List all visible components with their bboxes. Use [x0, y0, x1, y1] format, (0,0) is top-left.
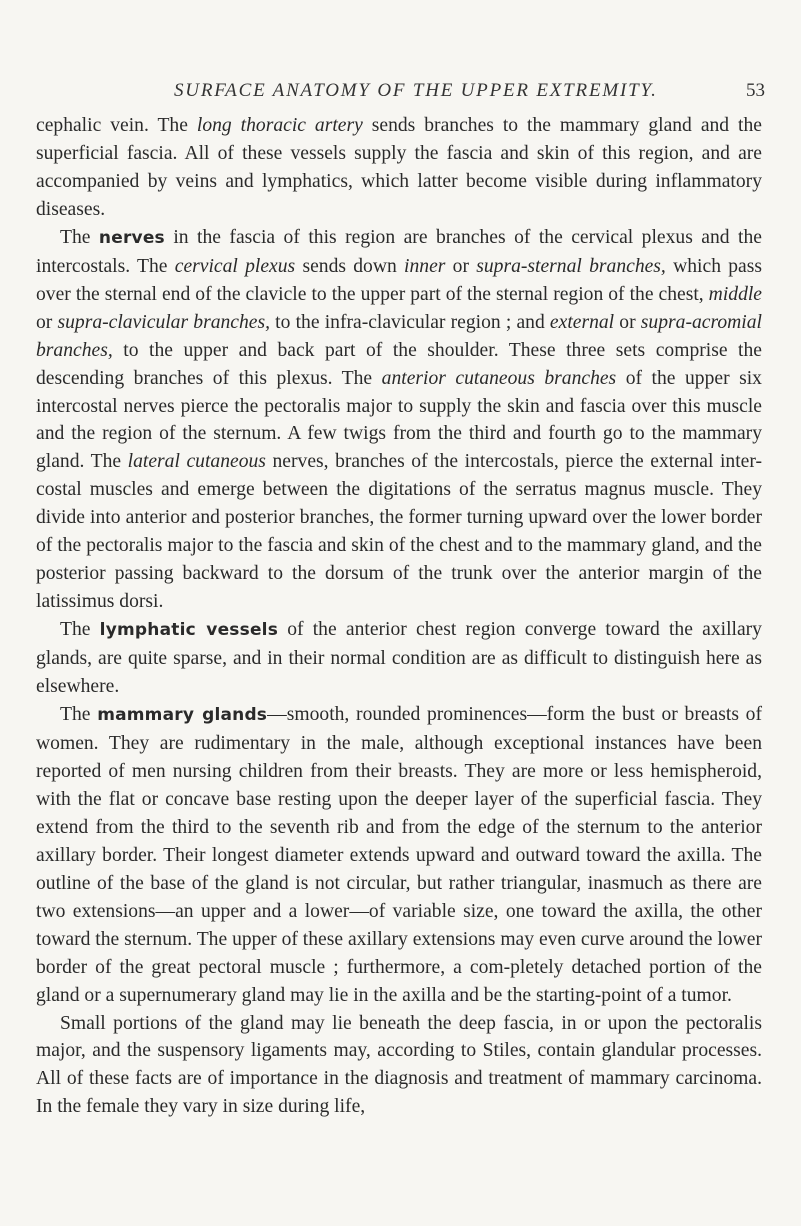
- paragraph-small-portions: Small portions of the gland may lie beneath the deep fascia, in or upon the pectoralis major, and the suspensory ligaments may, according to Stiles, contain glandular processes. All of these facts are of importance in the diagnosis and treatment of mammary carcinoma. In the female they vary in size during life,: [36, 1012, 762, 1118]
- term-long-thoracic-artery: long thoracic artery: [196, 115, 363, 136]
- heading-mammary-glands: mammary glands: [97, 705, 268, 726]
- paragraph-nerves: The nerves in the fascia of this region are branches of the cervical plexus and the intercostals. The cervical plexus sends down inner or supra-sternal branches, which pass over the sternal end of the clavicle to the upper part of the sternal region of the chest, middle or supra-clavicular branches, to the infra-clavicular region ; and external or supra-acromial branches, to the upper and back part of the shoulder. These three sets comprise the descending branches of this plexus. The anterior cutaneous branches of the upper six intercostal nerves pierce the pectoralis major to supply the skin and fascia over this muscle and the region of the sternum. A few twigs from the third and fourth go to the mammary gland. The lateral cutaneous nerves, branches of the intercostals, pierce the external inter-costal muscles and emerge between the digitations of the serratus magnus muscle. They divide into anterior and posterior branches, the former turning upward over the lower border of the pectoralis major to the fascia and skin of the chest and to the mammary gland, and the posterior passing backward to the dorsum of the trunk over the anterior margin of the latissimus dorsi.: [36, 226, 762, 613]
- running-title: SURFACE ANATOMY OF THE UPPER EXTREMITY.: [174, 80, 658, 101]
- heading-nerves: nerves: [98, 227, 165, 248]
- page-number: 53: [746, 80, 765, 101]
- paragraph-lymphatic-vessels: The lymphatic vessels of the anterior chest region converge toward the axillary glands, are quite sparse, and in their normal condition are as difficult to distinguish here as elsewhere.: [36, 619, 762, 698]
- heading-lymphatic-vessels: lymphatic vessels: [99, 620, 279, 641]
- body-text: [36, 112, 762, 1121]
- paragraph-cephalic-vein: cephalic vein. The long thoracic artery sends branches to the mammary gland and the superficial fascia. All of these vessels supply the fascia and skin of this region, and are accompanied by veins and lymphatics, which latter become visible during inflammatory diseases.: [36, 115, 762, 220]
- running-head: [134, 80, 765, 108]
- paragraph-mammary-glands: The mammary glands—smooth, rounded prominences—form the bust or breasts of women. They are rudimentary in the male, although exceptional instances have been reported of men nursing children from their breasts. They are more or less hemispheroid, with the flat or concave base resting upon the deeper layer of the superficial fascia. They extend from the third to the seventh rib and from the edge of the sternum to the anterior axillary border. Their longest diameter extends upward and outward toward the axilla. The outline of the base of the gland is not circular, but rather triangular, inasmuch as there are two extensions—an upper and a lower—of variable size, one toward the axilla, the other toward the sternum. The upper of these axillary extensions may even curve around the lower border of the great pectoral muscle ; furthermore, a com-pletely detached portion of the gland or a supernumerary gland may lie in the axilla and be the starting-point of a tumor.: [36, 704, 763, 1006]
